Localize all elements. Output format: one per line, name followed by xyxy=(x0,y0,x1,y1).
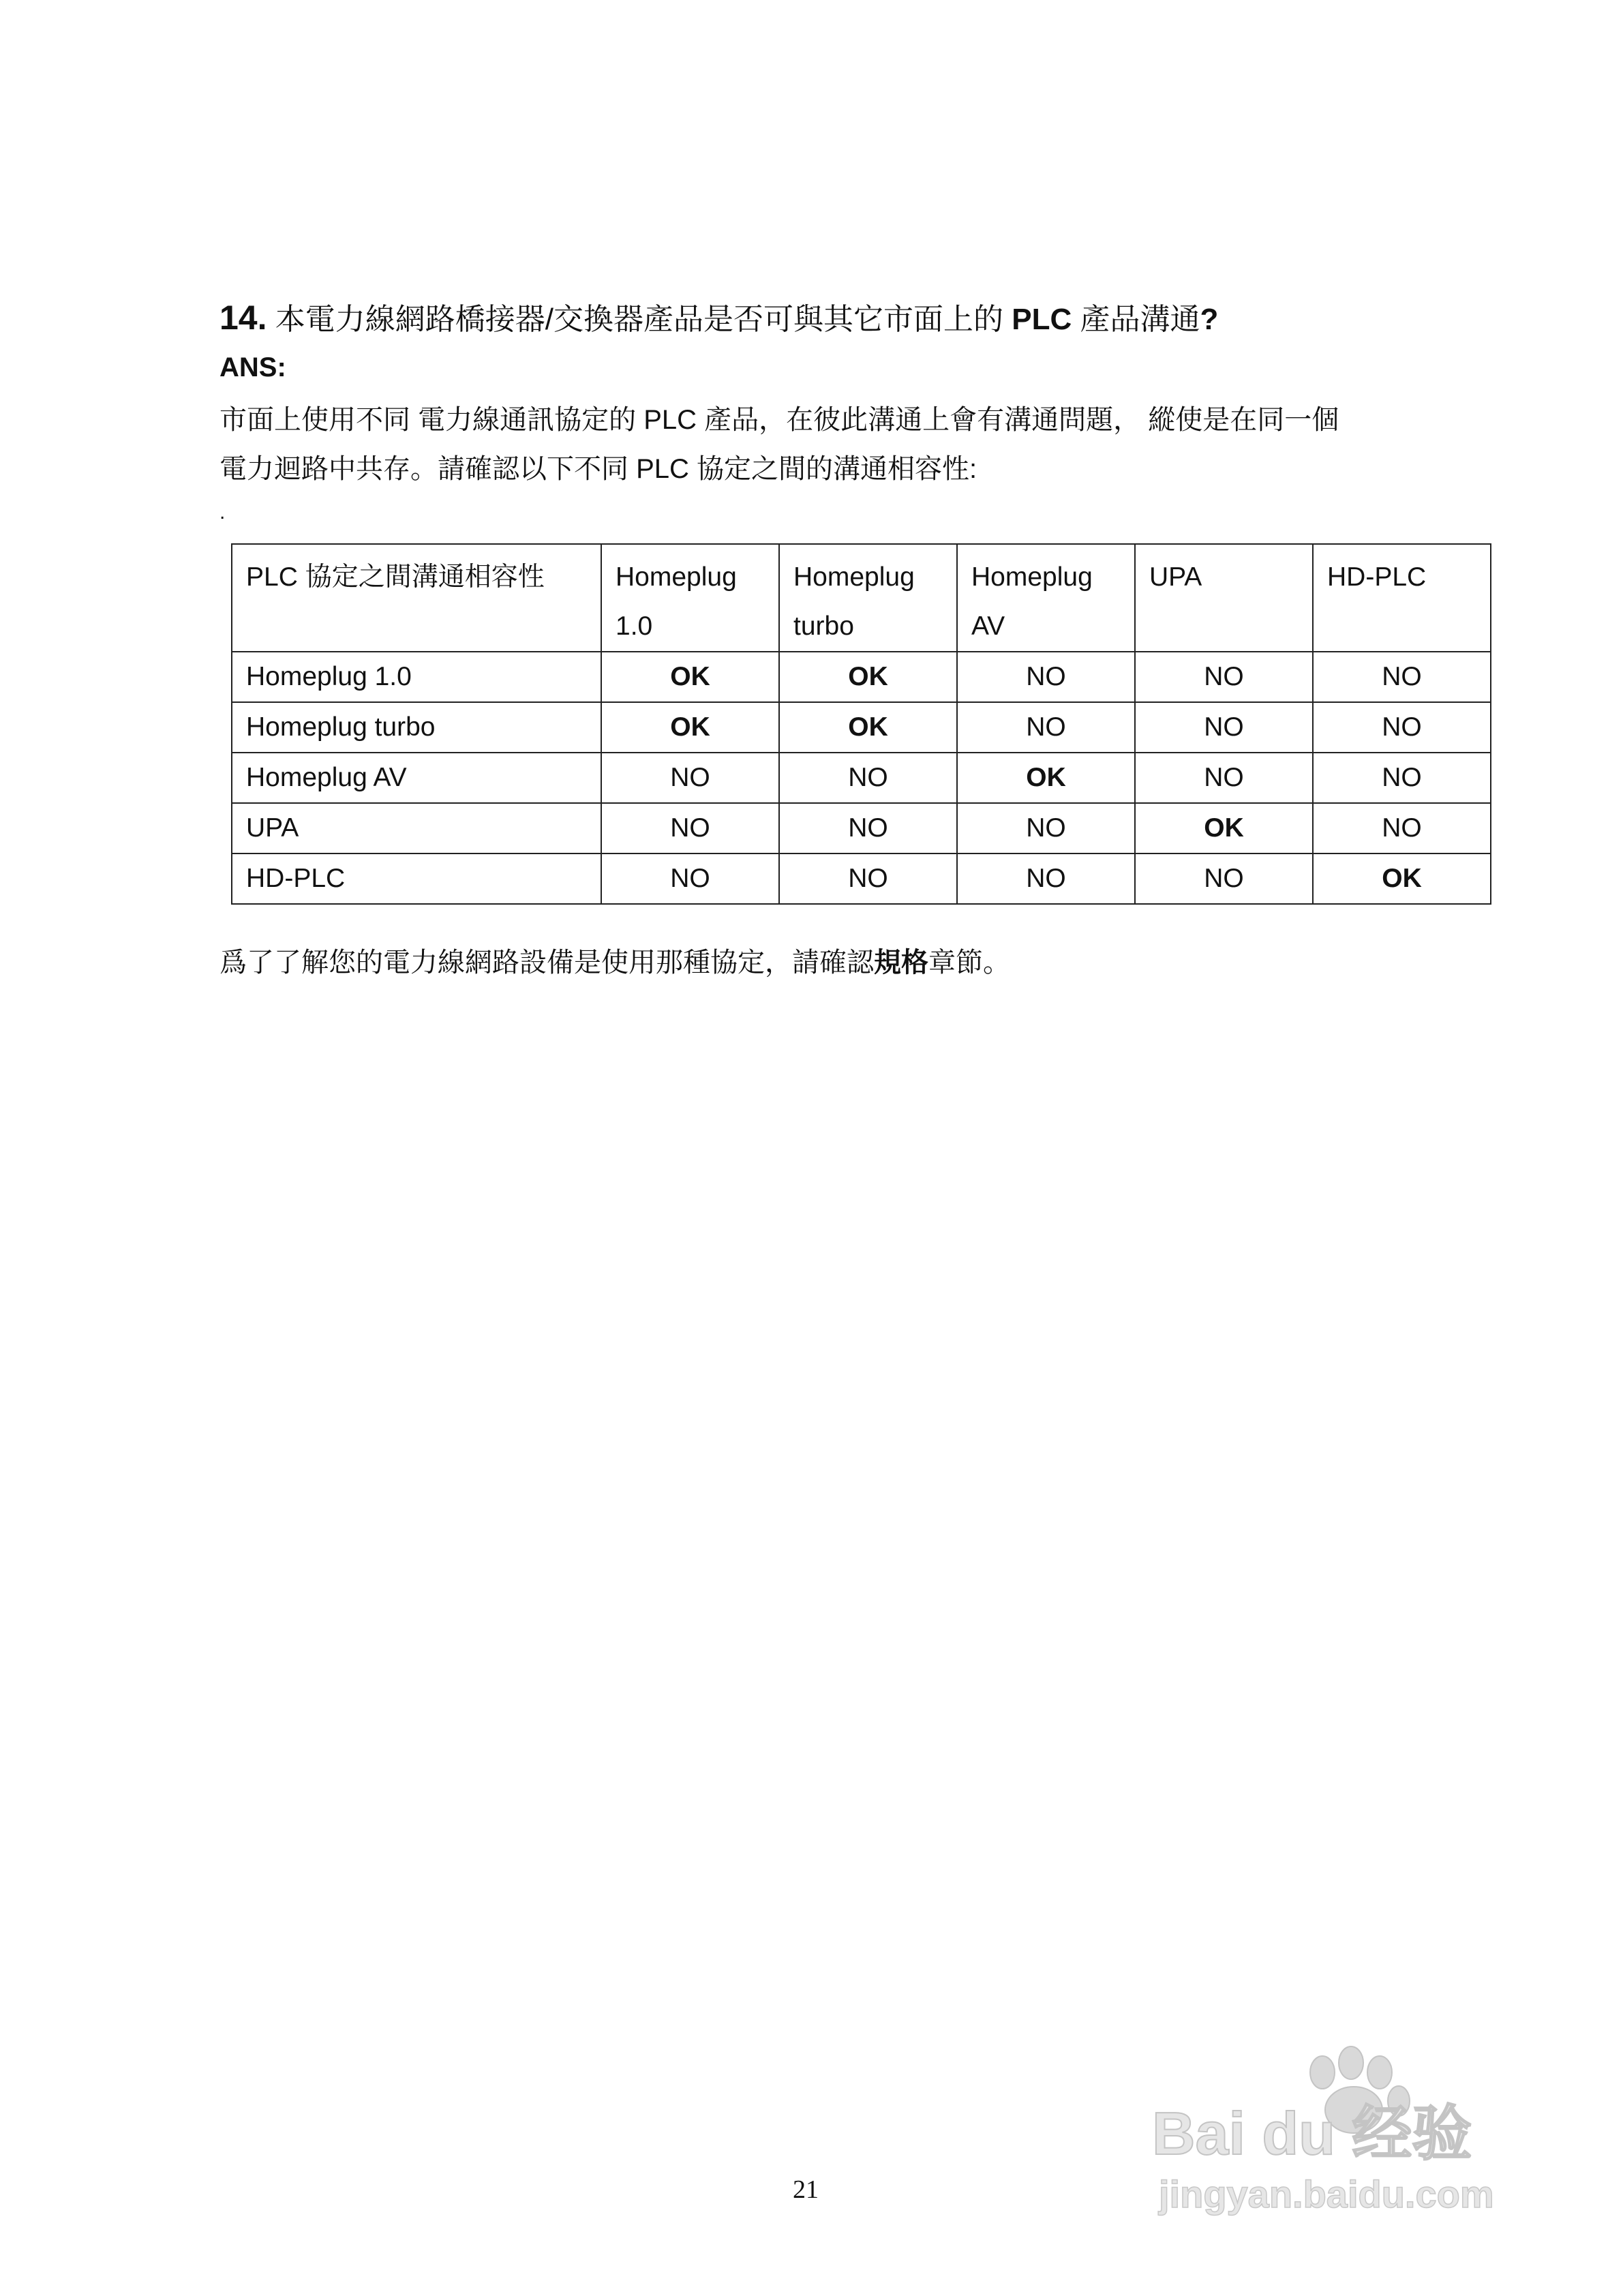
row-label: Homeplug AV xyxy=(232,753,601,803)
baidu-jingyan-watermark xyxy=(1152,2045,1534,2222)
page-number: 21 xyxy=(793,2175,819,2204)
table-cell: NO xyxy=(1135,854,1313,904)
answer-label: ANS: xyxy=(219,352,286,382)
table-row xyxy=(232,854,1491,904)
table-cell: NO xyxy=(957,702,1135,753)
table-cell: OK xyxy=(779,652,957,702)
row-label: UPA xyxy=(232,803,601,854)
question-heading xyxy=(219,294,1218,338)
column-header: Homeplug AV xyxy=(957,544,1135,652)
watermark-brand: Bai du 经验 xyxy=(1152,2100,1472,2167)
compatibility-table xyxy=(231,543,1491,905)
table-corner-cell: PLC 協定之間溝通相容性 xyxy=(232,544,601,652)
answer-paragraph xyxy=(219,395,1339,494)
table-cell: NO xyxy=(779,753,957,803)
table-cell: NO xyxy=(957,854,1135,904)
table-cell: NO xyxy=(1313,803,1491,854)
table-cell: OK xyxy=(779,702,957,753)
table-cell: OK xyxy=(957,753,1135,803)
question-text: 本電力線網路橋接器/交換器產品是否可與其它市面上的 PLC 產品溝通? xyxy=(275,303,1219,336)
table-cell: NO xyxy=(1135,753,1313,803)
column-header: UPA xyxy=(1135,544,1313,652)
table-row xyxy=(232,702,1491,753)
table-row xyxy=(232,803,1491,854)
row-label: Homeplug turbo xyxy=(232,702,601,753)
table-header-row xyxy=(232,544,1491,652)
table-cell: NO xyxy=(601,854,779,904)
watermark-url: jingyan.baidu.com xyxy=(1159,2173,1494,2216)
table-cell: NO xyxy=(1313,652,1491,702)
table-cell: NO xyxy=(601,803,779,854)
table-cell: OK xyxy=(601,702,779,753)
stray-dot: . xyxy=(219,501,226,524)
table-cell: NO xyxy=(957,652,1135,702)
column-header: Homeplug 1.0 xyxy=(601,544,779,652)
table-cell: NO xyxy=(957,803,1135,854)
paragraph-line-1: 市面上使用不同 電力線通訊協定的 PLC 產品，在彼此溝通上會有溝通問題， 縱使是在同一個 xyxy=(219,405,1339,435)
question-number: 14. xyxy=(219,299,267,337)
column-header: HD-PLC xyxy=(1313,544,1491,652)
table-cell: NO xyxy=(1313,753,1491,803)
table-row xyxy=(232,753,1491,803)
table-cell: NO xyxy=(1135,652,1313,702)
paragraph-line-2: 電力迴路中共存。請確認以下不同 PLC 協定之間的溝通相容性: xyxy=(219,454,977,484)
row-label: HD-PLC xyxy=(232,854,601,904)
table-cell: NO xyxy=(1135,702,1313,753)
column-header: Homeplug turbo xyxy=(779,544,957,652)
table-cell: OK xyxy=(1135,803,1313,854)
table-cell: NO xyxy=(779,803,957,854)
table-row xyxy=(232,652,1491,702)
row-label: Homeplug 1.0 xyxy=(232,652,601,702)
table-cell: NO xyxy=(1313,702,1491,753)
table-cell: OK xyxy=(601,652,779,702)
table-cell: NO xyxy=(779,854,957,904)
table-cell: OK xyxy=(1313,854,1491,904)
footer-note: 爲了了解您的電力線網路設備是使用那種協定，請確認規格章節。 xyxy=(219,948,1010,978)
table-cell: NO xyxy=(601,753,779,803)
